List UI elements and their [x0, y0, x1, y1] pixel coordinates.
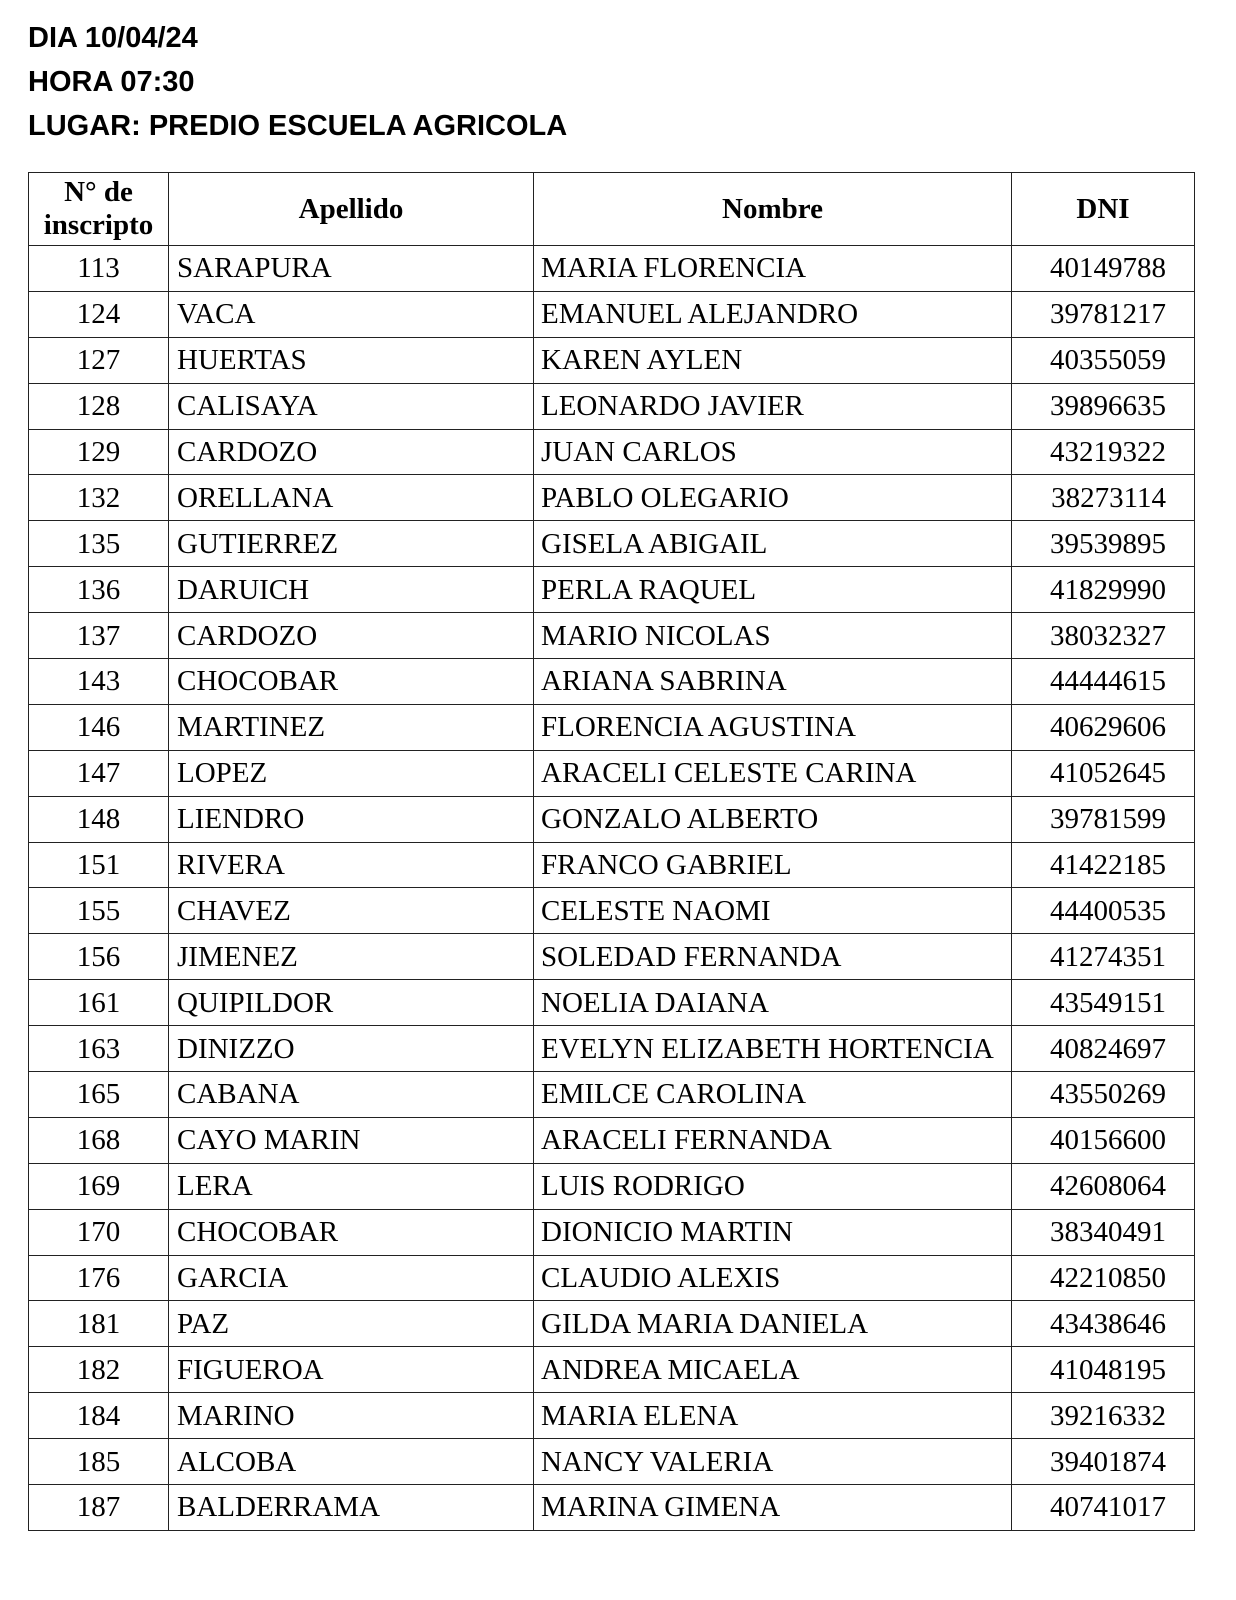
- name-cell: MARIA FLORENCIA: [534, 246, 1012, 292]
- inscription-number-cell: 129: [29, 429, 169, 475]
- dni-cell: 43219322: [1012, 429, 1195, 475]
- dni-cell: 38032327: [1012, 613, 1195, 659]
- dni-cell: 41052645: [1012, 750, 1195, 796]
- surname-cell: BALDERRAMA: [169, 1485, 534, 1531]
- column-header-surname: Apellido: [169, 173, 534, 246]
- table-row: [29, 613, 1195, 659]
- dni-cell: 43550269: [1012, 1072, 1195, 1118]
- inscription-number-cell: 135: [29, 521, 169, 567]
- surname-cell: LOPEZ: [169, 750, 534, 796]
- dni-cell: 38273114: [1012, 475, 1195, 521]
- name-cell: ARACELI FERNANDA: [534, 1117, 1012, 1163]
- dni-cell: 44400535: [1012, 888, 1195, 934]
- name-cell: DIONICIO MARTIN: [534, 1209, 1012, 1255]
- inscription-number-cell: 136: [29, 567, 169, 613]
- surname-cell: CHOCOBAR: [169, 1209, 534, 1255]
- dni-cell: 40629606: [1012, 704, 1195, 750]
- inscription-number-cell: 124: [29, 291, 169, 337]
- inscription-number-cell: 155: [29, 888, 169, 934]
- table-row: [29, 1393, 1195, 1439]
- inscription-number-cell: 137: [29, 613, 169, 659]
- inscription-number-cell: 163: [29, 1026, 169, 1072]
- dni-cell: 41422185: [1012, 842, 1195, 888]
- name-cell: SOLEDAD FERNANDA: [534, 934, 1012, 980]
- dni-cell: 38340491: [1012, 1209, 1195, 1255]
- registrants-table: [28, 172, 1195, 1531]
- table-row: [29, 521, 1195, 567]
- time-line: HORA 07:30: [28, 66, 195, 98]
- name-cell: ANDREA MICAELA: [534, 1347, 1012, 1393]
- name-cell: ARACELI CELESTE CARINA: [534, 750, 1012, 796]
- surname-cell: CHOCOBAR: [169, 659, 534, 705]
- surname-cell: SARAPURA: [169, 246, 534, 292]
- table-row: [29, 291, 1195, 337]
- inscription-number-cell: 176: [29, 1255, 169, 1301]
- name-cell: GONZALO ALBERTO: [534, 796, 1012, 842]
- dni-cell: 39216332: [1012, 1393, 1195, 1439]
- dni-cell: 39781599: [1012, 796, 1195, 842]
- table-row: [29, 1347, 1195, 1393]
- surname-cell: MARTINEZ: [169, 704, 534, 750]
- inscription-number-cell: 165: [29, 1072, 169, 1118]
- table-row: [29, 1209, 1195, 1255]
- name-cell: EMILCE CAROLINA: [534, 1072, 1012, 1118]
- table-row: [29, 337, 1195, 383]
- dni-cell: 40741017: [1012, 1485, 1195, 1531]
- table-header-row: [29, 173, 1195, 246]
- surname-cell: DINIZZO: [169, 1026, 534, 1072]
- inscription-number-cell: 151: [29, 842, 169, 888]
- document-header: [28, 16, 567, 148]
- dni-cell: 41829990: [1012, 567, 1195, 613]
- inscription-number-cell: 156: [29, 934, 169, 980]
- name-cell: MARIO NICOLAS: [534, 613, 1012, 659]
- inscription-number-cell: 187: [29, 1485, 169, 1531]
- inscription-number-cell: 185: [29, 1439, 169, 1485]
- table-row: [29, 888, 1195, 934]
- surname-cell: RIVERA: [169, 842, 534, 888]
- inscription-number-cell: 146: [29, 704, 169, 750]
- name-cell: FLORENCIA AGUSTINA: [534, 704, 1012, 750]
- inscription-number-cell: 113: [29, 246, 169, 292]
- table-row: [29, 842, 1195, 888]
- surname-cell: GUTIERREZ: [169, 521, 534, 567]
- table-row: [29, 704, 1195, 750]
- inscription-number-cell: 182: [29, 1347, 169, 1393]
- name-cell: PERLA RAQUEL: [534, 567, 1012, 613]
- surname-cell: CALISAYA: [169, 383, 534, 429]
- table-row: [29, 567, 1195, 613]
- dni-cell: 44444615: [1012, 659, 1195, 705]
- surname-cell: ALCOBA: [169, 1439, 534, 1485]
- table-row: [29, 1439, 1195, 1485]
- dni-cell: 39401874: [1012, 1439, 1195, 1485]
- name-cell: GILDA MARIA DANIELA: [534, 1301, 1012, 1347]
- inscription-number-cell: 147: [29, 750, 169, 796]
- dni-cell: 40156600: [1012, 1117, 1195, 1163]
- table-row: [29, 980, 1195, 1026]
- table-row: [29, 1485, 1195, 1531]
- table-row: [29, 246, 1195, 292]
- inscription-number-cell: 168: [29, 1117, 169, 1163]
- name-cell: NANCY VALERIA: [534, 1439, 1012, 1485]
- name-cell: MARIA ELENA: [534, 1393, 1012, 1439]
- surname-cell: QUIPILDOR: [169, 980, 534, 1026]
- name-cell: LUIS RODRIGO: [534, 1163, 1012, 1209]
- dni-cell: 43438646: [1012, 1301, 1195, 1347]
- column-header-name: Nombre: [534, 173, 1012, 246]
- inscription-number-cell: 128: [29, 383, 169, 429]
- surname-cell: CABANA: [169, 1072, 534, 1118]
- table-row: [29, 796, 1195, 842]
- name-cell: LEONARDO JAVIER: [534, 383, 1012, 429]
- table-row: [29, 1117, 1195, 1163]
- table-row: [29, 1163, 1195, 1209]
- name-cell: PABLO OLEGARIO: [534, 475, 1012, 521]
- table-row: [29, 383, 1195, 429]
- dni-cell: 42608064: [1012, 1163, 1195, 1209]
- table-row: [29, 1072, 1195, 1118]
- inscription-number-cell: 127: [29, 337, 169, 383]
- name-cell: KAREN AYLEN: [534, 337, 1012, 383]
- surname-cell: MARINO: [169, 1393, 534, 1439]
- dni-cell: 39781217: [1012, 291, 1195, 337]
- surname-cell: CARDOZO: [169, 613, 534, 659]
- surname-cell: VACA: [169, 291, 534, 337]
- name-cell: GISELA ABIGAIL: [534, 521, 1012, 567]
- inscription-number-cell: 132: [29, 475, 169, 521]
- name-cell: JUAN CARLOS: [534, 429, 1012, 475]
- table-row: [29, 475, 1195, 521]
- dni-cell: 39539895: [1012, 521, 1195, 567]
- dni-cell: 39896635: [1012, 383, 1195, 429]
- name-cell: CELESTE NAOMI: [534, 888, 1012, 934]
- surname-cell: GARCIA: [169, 1255, 534, 1301]
- surname-cell: DARUICH: [169, 567, 534, 613]
- surname-cell: HUERTAS: [169, 337, 534, 383]
- location-line: LUGAR: PREDIO ESCUELA AGRICOLA: [28, 110, 568, 142]
- name-cell: FRANCO GABRIEL: [534, 842, 1012, 888]
- dni-cell: 42210850: [1012, 1255, 1195, 1301]
- name-cell: EMANUEL ALEJANDRO: [534, 291, 1012, 337]
- dni-cell: 40149788: [1012, 246, 1195, 292]
- inscription-number-cell: 181: [29, 1301, 169, 1347]
- table-row: [29, 750, 1195, 796]
- dni-cell: 40355059: [1012, 337, 1195, 383]
- column-header-dni: DNI: [1012, 173, 1195, 246]
- surname-cell: JIMENEZ: [169, 934, 534, 980]
- dni-cell: 41048195: [1012, 1347, 1195, 1393]
- surname-cell: ORELLANA: [169, 475, 534, 521]
- surname-cell: LIENDRO: [169, 796, 534, 842]
- dni-cell: 41274351: [1012, 934, 1195, 980]
- surname-cell: CARDOZO: [169, 429, 534, 475]
- dni-cell: 40824697: [1012, 1026, 1195, 1072]
- column-header-inscription-number: N° de inscripto: [29, 173, 169, 246]
- table-row: [29, 934, 1195, 980]
- inscription-number-cell: 184: [29, 1393, 169, 1439]
- table-row: [29, 429, 1195, 475]
- table-row: [29, 1301, 1195, 1347]
- table-row: [29, 659, 1195, 705]
- surname-cell: FIGUEROA: [169, 1347, 534, 1393]
- inscription-number-cell: 148: [29, 796, 169, 842]
- name-cell: ARIANA SABRINA: [534, 659, 1012, 705]
- name-cell: MARINA GIMENA: [534, 1485, 1012, 1531]
- table-row: [29, 1255, 1195, 1301]
- date-line: DIA 10/04/24: [28, 22, 198, 54]
- surname-cell: CAYO MARIN: [169, 1117, 534, 1163]
- name-cell: EVELYN ELIZABETH HORTENCIA: [534, 1026, 1012, 1072]
- surname-cell: LERA: [169, 1163, 534, 1209]
- name-cell: NOELIA DAIANA: [534, 980, 1012, 1026]
- inscription-number-cell: 170: [29, 1209, 169, 1255]
- table-row: [29, 1026, 1195, 1072]
- surname-cell: PAZ: [169, 1301, 534, 1347]
- dni-cell: 43549151: [1012, 980, 1195, 1026]
- inscription-number-cell: 169: [29, 1163, 169, 1209]
- inscription-number-cell: 161: [29, 980, 169, 1026]
- surname-cell: CHAVEZ: [169, 888, 534, 934]
- inscription-number-cell: 143: [29, 659, 169, 705]
- name-cell: CLAUDIO ALEXIS: [534, 1255, 1012, 1301]
